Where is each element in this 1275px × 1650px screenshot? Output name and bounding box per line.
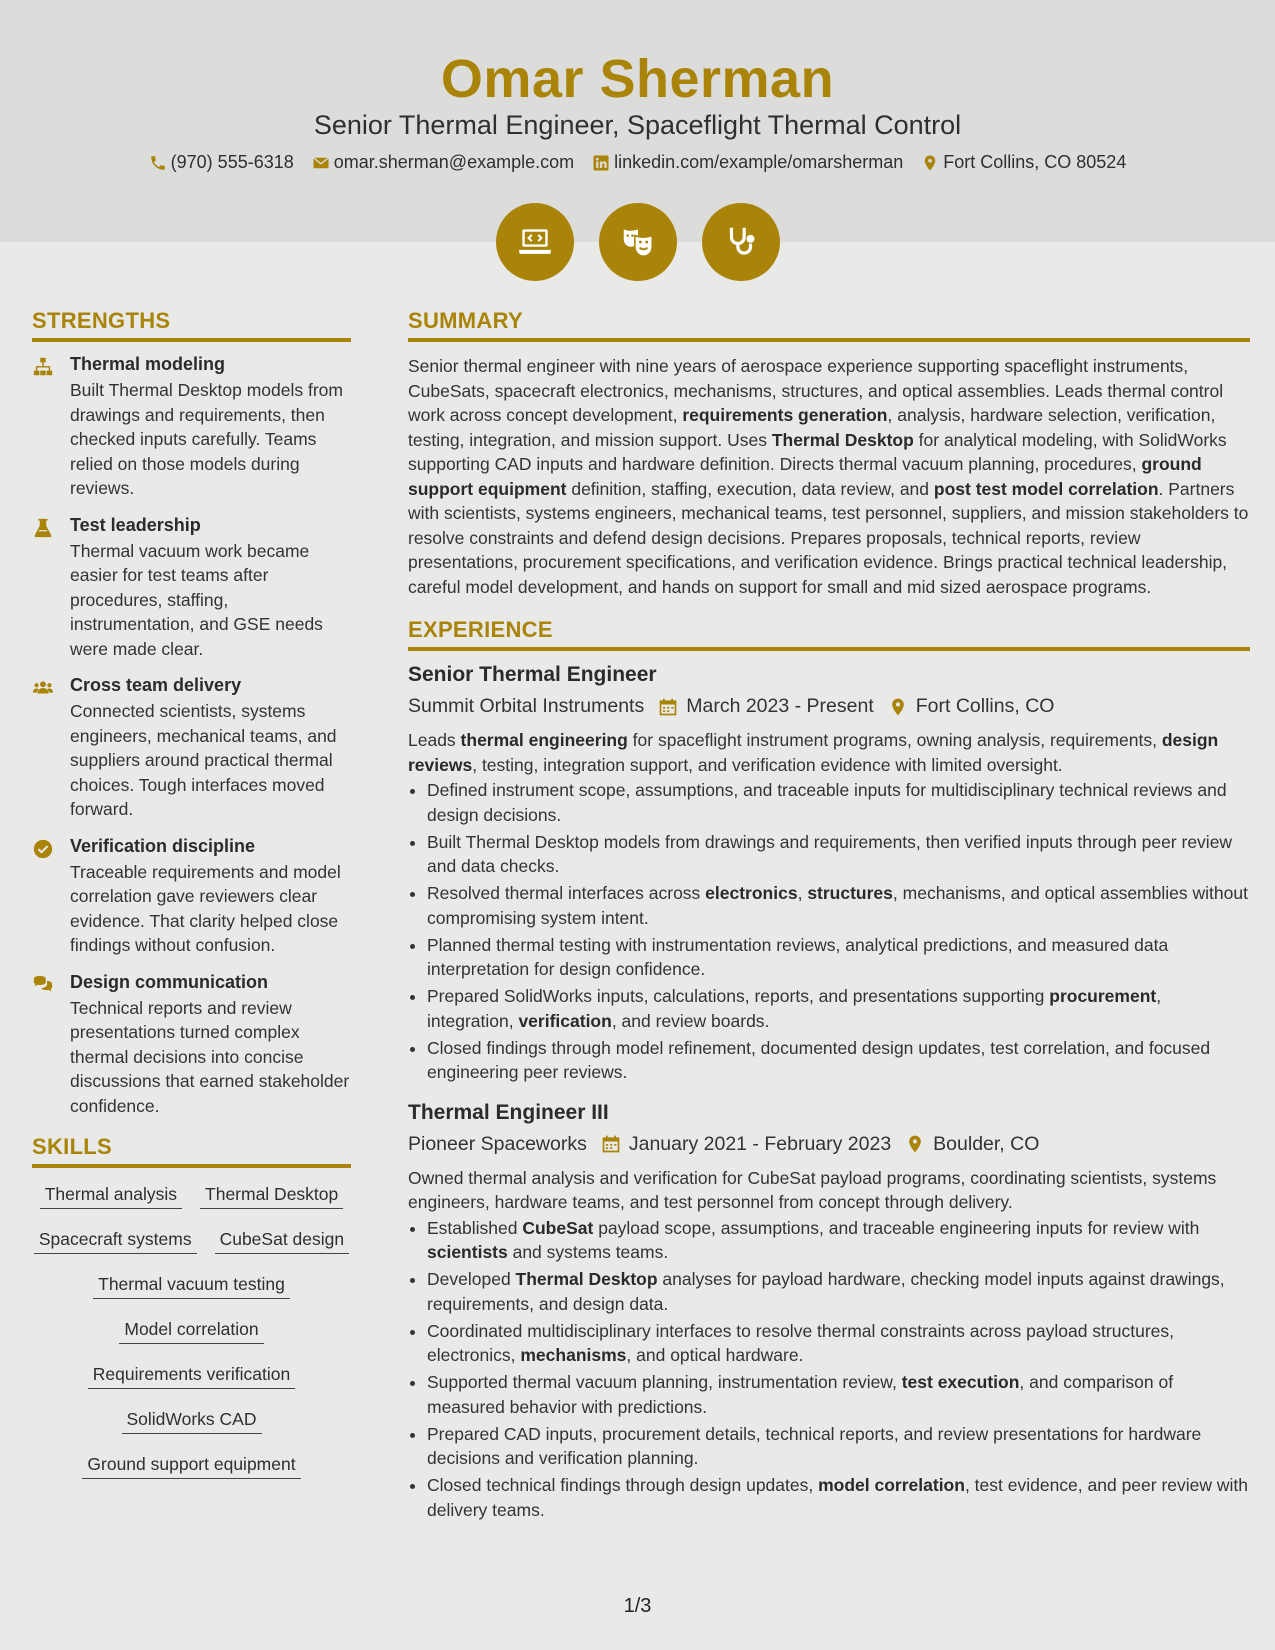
contact-email[interactable]: [312, 152, 574, 173]
bullet-item: • Prepared CAD inputs, procurement details, technical reports, and review presentations for hardware decisions and verification planning.: [427, 1422, 1250, 1471]
laptop-code-icon: [516, 223, 554, 261]
skill-tag: Thermal analysis: [40, 1184, 182, 1209]
skills-heading: SKILLS: [32, 1134, 351, 1168]
bullet-item: • Coordinated multidisciplinary interfaces to resolve thermal constraints across payload structures, electronics, mechanisms, and optical hardware.: [427, 1319, 1250, 1368]
location-text: Fort Collins, CO 80524: [943, 152, 1127, 172]
map-pin-icon: [888, 697, 908, 717]
job-entry: [408, 663, 1250, 1085]
skill-tag: Requirements verification: [88, 1364, 295, 1389]
strength-text: Traceable requirements and model correlation gave reviewers clear evidence. That clarity helped close findings without confusion.: [70, 861, 341, 955]
calendar-icon: [601, 1134, 621, 1154]
contact-bar: [0, 152, 1275, 173]
job-description: Owned thermal analysis and verification for CubeSat payload programs, coordinating scientists, systems engineers, hardware teams, and test personnel from concept through delivery.: [408, 1167, 1217, 1212]
candidate-name: Omar Sherman: [440, 49, 835, 109]
bullet-item: • Prepared SolidWorks inputs, calculations, reports, and presentations supporting procurement, integration, verification, and review boards.: [427, 984, 1250, 1033]
job-bullets: [408, 1216, 1250, 1523]
job-role: Senior Thermal Engineer: [408, 663, 657, 686]
strength-title: Verification discipline: [70, 835, 256, 856]
strength-text: Built Thermal Desktop models from drawings and requirements, then checked inputs carefully. Teams relied on those models during reviews.: [70, 380, 343, 498]
job-company: Pioneer Spaceworks: [408, 1132, 587, 1155]
bullet-item: • Supported thermal vacuum planning, instrumentation review, test execution, and comparison of measured behavior with predictions.: [427, 1370, 1250, 1419]
phone-icon: [149, 154, 167, 172]
users-icon: [32, 677, 54, 699]
bullet-item: • Closed technical findings through design updates, model correlation, test evidence, and peer review with delivery teams.: [427, 1473, 1250, 1522]
stethoscope-icon: [722, 223, 760, 261]
strength-title: Design communication: [70, 971, 269, 992]
job-entry: [408, 1101, 1250, 1523]
map-pin-icon: [921, 154, 939, 172]
job-location: Boulder, CO: [933, 1132, 1040, 1155]
job-title: Senior Thermal Engineer, Spaceflight Thermal Control: [313, 110, 962, 140]
job-dates: January 2021 - February 2023: [628, 1132, 892, 1155]
strength-item: [32, 675, 351, 822]
bullet-item: • Built Thermal Desktop models from drawings and requirements, then verified inputs through peer review and data checks.: [427, 830, 1250, 879]
skill-tag: Thermal vacuum testing: [93, 1274, 290, 1299]
strength-item: [32, 354, 351, 501]
job-meta: [408, 695, 1250, 718]
strength-item: [32, 972, 351, 1119]
bullet-item: • Resolved thermal interfaces across electronics, structures, mechanisms, and optical assemblies without compromising system intent.: [427, 881, 1250, 930]
skill-tag: Model correlation: [119, 1319, 263, 1344]
job-role: Thermal Engineer III: [408, 1100, 609, 1124]
skill-tag: Ground support equipment: [82, 1454, 300, 1479]
strength-item: [32, 836, 351, 958]
contact-location: [921, 152, 1126, 173]
skills-list: [32, 1180, 351, 1479]
theater-masks-icon: [619, 223, 657, 261]
bullet-item: • Established CubeSat payload scope, assumptions, and traceable engineering inputs for review with scientists and systems teams.: [427, 1216, 1250, 1265]
strength-text: Technical reports and review presentations turned complex thermal decisions into concise discussions that earned stakeholder confidence.: [70, 997, 350, 1116]
job-dates: March 2023 - Present: [686, 695, 874, 717]
job-bullets: [408, 778, 1250, 1085]
summary-heading: SUMMARY: [408, 308, 1250, 342]
experience-heading: EXPERIENCE: [408, 617, 1250, 651]
job-meta: [408, 1133, 1250, 1156]
interest-icons: [0, 203, 1275, 281]
contact-phone[interactable]: [149, 152, 294, 173]
linkedin-icon: [592, 154, 610, 172]
skill-tag: Thermal Desktop: [200, 1184, 343, 1209]
interest-circle-stethoscope: [702, 203, 780, 281]
interest-circle-masks: [599, 203, 677, 281]
flask-icon: [32, 517, 54, 539]
page-number: 1/3: [623, 1595, 652, 1617]
left-column: [32, 308, 351, 1479]
phone-text: (970) 555-6318: [170, 152, 294, 172]
calendar-icon: [658, 697, 678, 717]
job-location: Fort Collins, CO: [915, 695, 1055, 717]
strengths-heading: STRENGTHS: [32, 308, 351, 342]
job-company: Summit Orbital Instruments: [408, 695, 645, 717]
envelope-icon: [312, 154, 330, 172]
bullet-item: • Closed findings through model refinement, documented design updates, test correlation, and focused engineering peer reviews.: [427, 1036, 1250, 1085]
interest-circle-laptop: [496, 203, 574, 281]
strength-text: Thermal vacuum work became easier for test teams after procedures, staffing, instrumentation, and GSE needs were made clear.: [70, 540, 323, 659]
comments-icon: [32, 974, 54, 996]
skill-tag: SolidWorks CAD: [122, 1409, 262, 1434]
strength-title: Test leadership: [70, 514, 201, 535]
strength-title: Cross team delivery: [70, 675, 242, 695]
check-circle-icon: [32, 838, 54, 860]
bullet-item: • Defined instrument scope, assumptions, and traceable inputs for multidisciplinary technical reviews and design decisions.: [427, 778, 1250, 827]
contact-linkedin[interactable]: [592, 152, 903, 173]
email-text: omar.sherman@example.com: [333, 152, 575, 172]
bullet-item: • Developed Thermal Desktop analyses for payload hardware, checking model inputs against drawings, requirements, and design data.: [427, 1267, 1250, 1316]
right-column: [408, 308, 1250, 1538]
skill-tag: CubeSat design: [215, 1229, 350, 1254]
strength-title: Thermal modeling: [70, 354, 226, 374]
bullet-item: • Planned thermal testing with instrumentation reviews, analytical predictions, and measured data interpretation for design confidence.: [427, 933, 1250, 982]
skill-tag: Spacecraft systems: [34, 1229, 197, 1254]
strength-item: [32, 515, 351, 662]
summary-text: Senior thermal engineer with nine years of aerospace experience supporting spaceflight instruments, CubeSats, spacecraft electronics, mechanisms, structures, and optical assemblies. Leads thermal control work across concept development, requirements generation, analysis, hardware selection, verification, testing, integration, and mission support. Uses Thermal Desktop for analytical modeling, with SolidWorks supporting CAD inputs and hardware definition. Directs thermal vacuum planning, procedures, ground support equipment definition, staffing, execution, data review, and post test model correlation. Partners with scientists, systems engineers, mechanical teams, test personnel, suppliers, and mission stakeholders to resolve constraints and defend design decisions. Prepares proposals, technical reports, review presentations, procurement specifications, and verification evidence. Brings practical technical leadership, careful model development, and hands on support for small and mid sized aerospace programs.: [408, 356, 1249, 597]
job-description: Leads thermal engineering for spaceflight instrument programs, owning analysis, requirements, design reviews, testing, integration support, and verification evidence with limited oversight.: [408, 730, 1219, 775]
map-pin-icon: [905, 1134, 925, 1154]
linkedin-text: linkedin.com/example/omarsherman: [614, 152, 904, 172]
hierarchy-icon: [32, 356, 54, 378]
strength-text: Connected scientists, systems engineers, mechanical teams, and suppliers around practical thermal choices. Tough interfaces moved forward.: [70, 701, 337, 819]
